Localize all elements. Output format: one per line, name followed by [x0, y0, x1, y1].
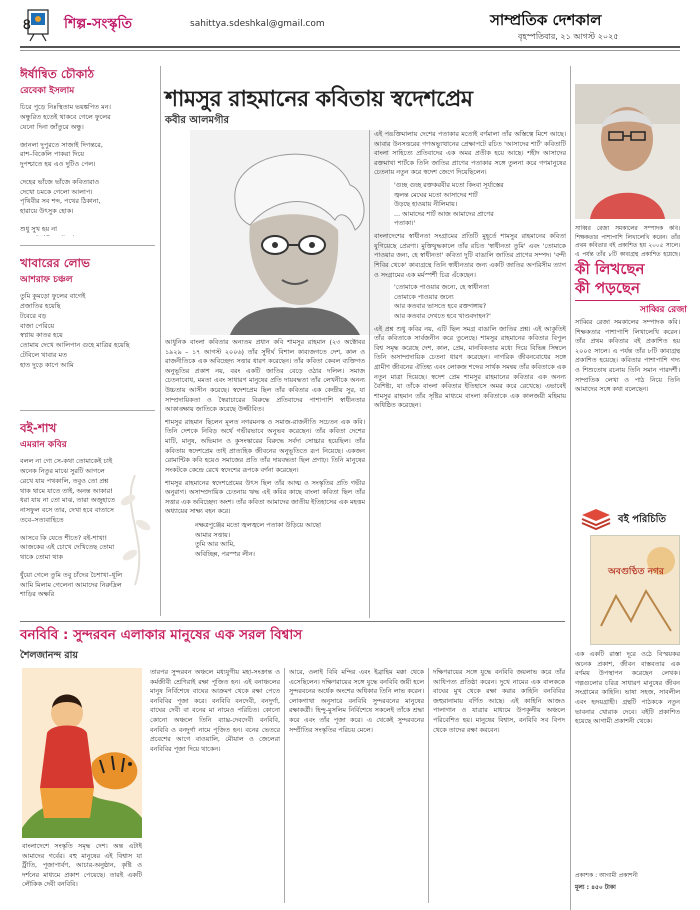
feature-rule: [575, 300, 680, 301]
quote-line: আর কতবার ভাসতে হবে রক্তগঙ্গায়?: [394, 302, 487, 311]
quote-line: নক্ষত্রপুঞ্জের মতো জ্বলজ্বলে পতাকা উড়িয়ে আছো: [195, 520, 321, 529]
masthead-rule: [20, 46, 680, 48]
feature-author: সাব্বির রেজা: [640, 305, 687, 315]
book-cover-title: অবগুণ্ঠিত নগর: [608, 567, 664, 577]
poem-line: টেবিলে খাবার মত: [20, 350, 67, 359]
article-paragraph: এই পঙক্তিমালায় দেশের পতাকার মতোই বর্ণমালা তাঁর অস্তিত্বে মিশে আছে। আবার উনসত্তরের গণঅভ্যুত্থানের প্রেক্ষাপটে রচিত 'আসাদের শার্ট' কবিতাটি বাংলা সাহিত্যে প্রতিবাদের এক অমর প্রতীক হয়ে আছে। শহীদ আসাদের রক্তমাখা শার্টকে তিনি জাতির প্রাণের পতাকার সঙ্গে তুলনা করে গণমানুষের চেতনায় নতুন করে স্বদেশ জেগে দিয়েছিলেন।: [374, 130, 566, 177]
feature-intro: সাব্বির রেজা সমকালের সম্পাদক কবি। শিক্ষকতার পাশাপাশি লিখালেখি করেন। তাঁর প্রথম কবিতার বই প্রকাশিত হয় ২০০৫ সালে। এ পর্যন্ত তাঁর ৮টি কাব্যগ্রন্থ প্রকাশিত হয়েছে।: [575, 226, 680, 259]
poem-line: স্বপ্নায় কাতর হয়ে: [20, 331, 63, 340]
article-col-1: [165, 338, 365, 618]
poem-line: শুধু সুখ হয় না: [20, 224, 58, 233]
poem-line: শাড়ির অক্ষরি: [20, 590, 55, 599]
poem-line: আজকের এই চোখে দেখিতেছ তোমা: [20, 543, 115, 552]
book-icon: [580, 505, 612, 531]
article-quote: [394, 181, 566, 229]
section-title: শিল্প-সংস্কৃতি: [64, 16, 132, 32]
bonbibi-col-3: দক্ষিণরায়ের সঙ্গে যুদ্ধে বনবিবি জয়লাভ করে তাঁর আধিপত্য প্রতিষ্ঠা করেন। দুখে নামের এক বালককে বাঘের মুখ থেকে রক্ষা করার কাহিনি বনবিবির জহুরানামায় বর্ণিত আছে। এই কাহিনি আজও পালাগান ও যাত্রার মাধ্যমে উপকূলীয় অঞ্চলে পরিবেশিত হয়। মানুষের বিশ্বাস, বনবিবি সব বিপদ থেকে তাদের রক্ষা করবেন।: [433, 668, 565, 734]
quote-line: ... আমাদের শার্ট আজ আমাদের প্রাণের: [394, 209, 494, 218]
poem-line: দেখো চমকে গেলো আলাপ।: [20, 187, 93, 196]
poem-line: [20, 235, 155, 236]
poem-line: আসবে কি যেতে শীতে? বই-শাখা!: [20, 533, 108, 542]
poem-line: থাক থামে যাতে তাই, অনন্ত আকার!: [20, 486, 113, 495]
poem-title: বই-শাখ: [20, 421, 57, 435]
poem-line: চিরে পুড়ে নিঃস্থিতাম ভয়ঙ্কপিত মন।: [20, 103, 111, 112]
poem-line: ধুঁয়ো গেলে তুমি তবু চাঁদের চৈশাখা–ধূলি: [20, 570, 123, 579]
author-portrait-photo: [575, 84, 680, 219]
poem-line: দেহের ভাঁজে ভাঁজে কবিতারাও: [20, 177, 100, 186]
poem-title: ঈর্ষান্বিত চৌকাঠ: [20, 67, 94, 81]
email-link[interactable]: sahittya.sdeshkal@gmail.com: [190, 19, 325, 29]
poem-line: [20, 170, 155, 178]
poem-line: পৃথিবীর সব শব্দ, পথের ঠিকানা,: [20, 197, 101, 206]
article-quote: [195, 521, 365, 559]
masthead: [0, 0, 700, 58]
quote-line: 'তোমাকে পাওয়ার জন্যে, হে স্বাধীনতা: [394, 283, 490, 292]
quote-line: পতাকা।': [394, 219, 416, 228]
feature-title: [575, 260, 644, 298]
book-section-title: বই পরিচিতি: [618, 514, 667, 525]
poem-block-2: [20, 255, 155, 405]
poem-line: জানলা দুপুরতে সাজাই দিগন্তরে,: [20, 140, 103, 149]
column-divider: [160, 66, 161, 616]
column-divider: [570, 66, 571, 910]
feature-title-line: কী লিখছেন: [575, 260, 645, 278]
article-col-2: [374, 130, 566, 618]
poem-author: রেবেকা ইসলাম: [20, 86, 75, 97]
poem-author: এমরান কবির: [20, 440, 67, 451]
column-divider: [369, 130, 370, 618]
quote-line: আর কতবার দেখতে হবে খাণ্ডবদাহন?': [394, 311, 491, 320]
bonbibi-caption: বাংলাদেশে সংস্কৃতি সমৃদ্ধ দেশ। অন্ত এটাই আমাদের গর্বের। বহু মানুষের এই বিশ্বাস যা ট্রীতি, পূজাপার্বণ, আচার-অনুষ্ঠান, কৃষ্টি ও দর্শনের মাধ্যমে প্রকাশ পেয়েছে। তারই একটি লৌকিক দেবী বনবিবি।: [22, 842, 142, 889]
poem-line: প্রজাতির হয়েছি: [20, 302, 61, 311]
quote-line: আমার সত্তায়।: [195, 530, 231, 539]
article-headline: শামসুর রাহমানের কবিতায় স্বদেশপ্রেম: [165, 87, 473, 112]
poem-line: রাশ–বিকেলি পাকরা দিয়ে: [20, 150, 85, 159]
issue-date: বৃহস্পতিবার, ২১ আগস্ট ২০২৫: [518, 32, 619, 41]
poem-title: খাবারের লোভ: [20, 256, 90, 270]
article-paragraph: বাংলাদেশের স্বাধীনতা সংগ্রামের প্রতিটি মুহূর্তে শামসুর রাহমানের কবিতা যুগিয়েছে প্রেরণা। মুক্তিযুদ্ধকালে তাঁর রচিত 'স্বাধীনতা তুমি' এবং 'তোমাকে পাওয়ার জন্য, হে স্বাধীনতা' কবিতা দুটি বাঙালি জাতির প্রাণের সম্পদ। 'বন্দী শিবির থেকে' কাব্যগ্রন্থে তিনি স্বাধীনতার জন্য একটি জাতির অপরিসীম ত্যাগ ও সংগ্রামের এক মর্মস্পর্শী চিত্র এঁকেছেন।: [374, 232, 566, 279]
book-review-body: [575, 650, 680, 865]
book-review-text: এক একটি রাস্তা দূরে ওঠে বিস্ময়কর অনেক প্রকাশ, জীবন বাস্তবতার এক বর্ণময় উপস্থাপন করেছেন লেখক। গল্পগুলোর চরিত্র সাধারণ মানুষের জীবন সংগ্রামের কাহিনি। ভাষা সহজ, সাবলীল এবং হৃদয়গ্রাহী। গ্রন্থটি পাঠককে নতুন ভাবনার খোরাক দেবে। বইটি প্রকাশিত হয়েছে আগামী প্রকাশনী থেকে।: [575, 650, 680, 726]
poem-line: থাকে তোমা থাক: [20, 553, 63, 562]
section-divider: [20, 621, 565, 622]
poem-line: [20, 133, 155, 141]
quote-line: 'গুচ্ছ গুচ্ছ রক্তকরবীর মতো কিংবা সূর্যাস্তের: [394, 181, 504, 190]
masthead-rule-thin: [20, 50, 680, 51]
poem-author: আশরাফ চঞ্চল: [20, 275, 73, 286]
poet-portrait-photo: [190, 130, 390, 335]
poem-line: নাসফুল বসে তার, দেখা হবে বাতাসে: [20, 506, 114, 515]
poem-line: যেনো দিনা জাঁতুরে অন্ধু।: [20, 122, 84, 131]
article-byline: কবীর আলমগীর: [165, 115, 229, 126]
poem-line: অন্ধুরিত হতেই থাকবে গেলে ফুলের: [20, 113, 111, 122]
quote-line: তোমাকে পাওয়ার জন্যে: [394, 292, 454, 301]
article-quote: [394, 283, 566, 321]
book-cover-art-icon: [591, 536, 681, 646]
bonbibi-author: শৈলজানন্দ রায়: [20, 650, 78, 661]
poem-line: তোমায় দেখে আলিপান গুহে মাত্রির হয়েছি: [20, 341, 130, 350]
bonbibi-col-2: আরে, ওলাই বিবি মন্দির এবং ইব্রাহিম মক্কা থেকে এসেছিলেন। দক্ষিণরায়ের সঙ্গে যুদ্ধে বনবিবি জয়ী হলে সুন্দরবনের অর্ধেক অংশের অধিকার তিনি লাভ করেন। লোকগাথা অনুসারে বনবিবি সুন্দরবনের মানুষের রক্ষাকর্ত্রী। হিন্দু-মুসলিম নির্বিশেষে সকলেই তাঁকে শ্রদ্ধা করে এবং তাঁর পূজা করে। এ থেকেই সুন্দরবনের সম্প্রীতির সংস্কৃতির পরিচয় মেলে।: [289, 668, 424, 734]
poem-line: বাজা পেরিয়ে: [20, 321, 55, 330]
book-publisher: প্রকাশক : আগামী প্রকাশনী: [575, 872, 638, 879]
poem-line: আমি মিলাম গেলেনা আমাদের নিরুদ্রিল: [20, 580, 122, 589]
poem-line: [20, 217, 155, 225]
quote-line: জ্বলন্ত মেঘের মতো আসাদের শার্ট: [394, 190, 478, 199]
article-paragraph: এই প্রশ্ন শুধু কবির নয়, এটি ছিল সমগ্র বাঙালি জাতির প্রশ্ন। এই আকুতিই তাঁর কবিতাকে সার্বজনীন করে তুলেছে। শামসুর রাহমানের কবিতার বিপুল বিশ্ব সমৃদ্ধ করেছে দেশ, কাল, প্রেম, মানবিকতার মধ্যে দিয়ে বিভিন্ন সিম্বলে তিনি অসাম্প্রদায়িক চেতনা ধারণ করেছেন। নাগরিক জীবনবোধের সঙ্গে গ্রামীণ জীবনের ঐতিহ্য এবং লোকজ শব্দের সার্থক সমন্বয় তাঁর কবিতাকে এক নতুন মাত্রা দিয়েছে। স্বদেশ প্রেম শামসুর রাহমানের কবিতার এক অনন্য বৈশিষ্ট্য, যা তাঁকে বাংলা কবিতার ইতিহাসে অমর করে রেখেছে। এভাবেই শামসুর রাহমান তাঁর সৃষ্টির মাধ্যমে বাংলা কবিতাকে এক কালজয়ী মহিমায় অধিষ্ঠিত করেছেন।: [374, 324, 566, 410]
poem-line: রেখে যায় পথকালি, তবুও তো প্রশ্ন: [20, 476, 109, 485]
bonbibi-col-1: তারপর সুন্দরবন অঞ্চলে মধ্যযুগীয় মহা-সংক্রান্ত ও কর্মজীবী শ্রেণিরাই রক্ষা পূজিত হন। এই বনাঞ্চলের মানুষ নির্বিশেষে বাঘের আক্রমণ থেকে রক্ষা পেতে বনবিবির পূজা করে। বনবিবি বনদেবী, বনদুর্গা, বাঘের দেবী বা বনের মা নামেও পরিচিত। কোনো কোনো অঞ্চলে তিনি ব্যাঘ্র-দেবদেবী বনবিবি, বনবিবি ও বনদুর্গা নামে পূজিত হন। বনের ভেতরে প্রবেশের আগে বাওয়ালি, মৌয়াল ও জেলেরা বনবিবির পূজা দিয়ে থাকেন।: [150, 668, 280, 753]
divider: [20, 245, 155, 246]
book-cover: [590, 535, 680, 645]
quote-line: উড়ছে হাওয়ায় নীলিমায়।: [394, 200, 458, 209]
divider: [20, 410, 155, 411]
masthead-logo-icon: [10, 8, 58, 42]
feature-text: সাব্বির রেজা সমকালের সম্পাদক কবি। শিক্ষকতার পাশাপাশি লিখালেখি করেন। তাঁর প্রথম কবিতার বই প্রকাশিত হয় ২০০৫ সালে। এ পর্যন্ত তাঁর ৮টি কাব্যগ্রন্থ প্রকাশিত হয়েছে। কবিতার পাশাপাশি গদ্য ও শিশুতোষ রচনায় তিনি সমান পারদর্শী। সাম্প্রতিক লেখা ও পাঠ নিয়ে তিনি আমাদের সঙ্গে কথা বলেছেন।: [575, 318, 680, 394]
newspaper-name: সাম্প্রতিক দেশকাল: [490, 11, 602, 29]
bonbibi-illustration: [22, 668, 142, 838]
article-paragraph: আধুনিক বাংলা কবিতার অন্যতম প্রধান কবি শামসুর রাহমান (২৩ অক্টোবর ১৯২৯ – ১৭ আগস্ট ২০০৬) তাঁর সুদীর্ঘ বিশাল কাব্যজগতে দেশ, কাল ও রাজনীতিকে এক অবিচ্ছেদ্য সত্তার ধারণ করেছেন। তাঁর কবিতা কেবল ব্যক্তিগত অনুভূতির প্রকাশ নয়, বরং একটি জাতির বেড়ে ওঠার দলিল। সমাজ চেতনাবোধ, মমতা এবং সাধারণ মানুষের প্রতি দায়বদ্ধতা তাঁর লেখনীকে অনন্য উচ্চতায় আসীন করেছে। স্বদেশপ্রেম ছিল তাঁর কবিতার এক কেন্দ্রীয় সুর, যা সাম্প্রদায়িকতা ও স্বৈরাচারের বিরুদ্ধে প্রতিবাদের পাশাপাশি স্বাধীনতার আকাঙ্ক্ষায় জাতিকে করেছে উজ্জীবিত।: [165, 338, 365, 414]
feature-body: [575, 318, 680, 503]
poem-line: দুপশ্চাতে হয় এও দুটিও পেল।: [20, 160, 96, 169]
poem-line: হারায়ে উৎসুক হোক।: [20, 207, 74, 216]
poem-block-1: [20, 66, 155, 236]
poem-line: হাত দুড়ে কাপে আমি: [20, 360, 74, 369]
feature-title-line: কী পড়ছেন: [575, 278, 640, 297]
page-number: ৪: [22, 15, 32, 33]
poem-line: অনেক নিতুর মাঝে সুরটি আগলে: [20, 467, 105, 476]
article-paragraph: শামসুর রাহমান ছিলেন মূলত নগরমনস্ক ও সমাজ-রাজনীতি সচেতন এক কবি। তিনি দেশকে নিবিড় অর্থে গভীরভাবে অনুভব করেছেন। তাঁর কবিতা দেশের মাটি, মানুষ, অভিমান ও কুসংস্কারের বিরুদ্ধে সর্বদা সোচ্চার হয়েছিল। তাঁর কবিতায় স্বদেশপ্রেম তাই প্রাত্যহিক জীবনের অনুভূতিতে রূপ নিয়েছে। একজন রোমান্টিক কবি হয়েও সমাজের প্রতি তাঁর দায়বদ্ধতা ছিল প্রগাঢ়। তিনি মানুষের সংকটকে কেন্দ্রে রেখে স্বদেশের রূপকে বর্ণনা করেছেন।: [165, 417, 365, 474]
poem-line: টবেরে বড়: [20, 311, 47, 320]
bonbibi-headline: বনবিবি : সুন্দরবন এলাকার মানুষের এক সরল বিশ্বাস: [20, 627, 303, 643]
column-divider: [284, 668, 285, 903]
poem-line: বলল না গো সে-কথা তোমাকেই চাই: [20, 457, 113, 466]
book-price: মূল্য : ৪৫০ টাকা: [575, 884, 616, 891]
article-paragraph: শামসুর রাহমানের স্বদেশপ্রেমের উৎস ছিল তাঁর আত্ম ও সংস্কৃতির প্রতি গভীর অনুরাগ। অসাম্প্রদায়িক চেতনায় ঋদ্ধ এই কবির কাছে বাংলা কবিতা ছিল তাঁর সত্তার এক অবিচ্ছেদ্য অংশ। তাঁর কবিতা আমাদের জাতীয় ইতিহাসের এক মহত্তম অধ্যায়ের সাক্ষ্য বহন করে।: [165, 478, 365, 516]
poem-line: তবে–সত্যবাহিতে: [20, 515, 64, 524]
poem-line: ধরা যায় না তো মাঝ, তারা অজুহাতে: [20, 496, 116, 505]
quote-line: অবিচ্ছিন্ন, পরস্পর লীন।: [195, 549, 255, 558]
leaf-ornament-icon: [110, 470, 160, 590]
poem-line: তুমি কুমড়ো ফুলের বাগেই: [20, 292, 86, 301]
quote-line: তুমি আর আমি,: [195, 540, 236, 549]
poem-lines: [20, 103, 155, 236]
poem-lines: [20, 292, 155, 370]
column-divider: [428, 668, 429, 903]
